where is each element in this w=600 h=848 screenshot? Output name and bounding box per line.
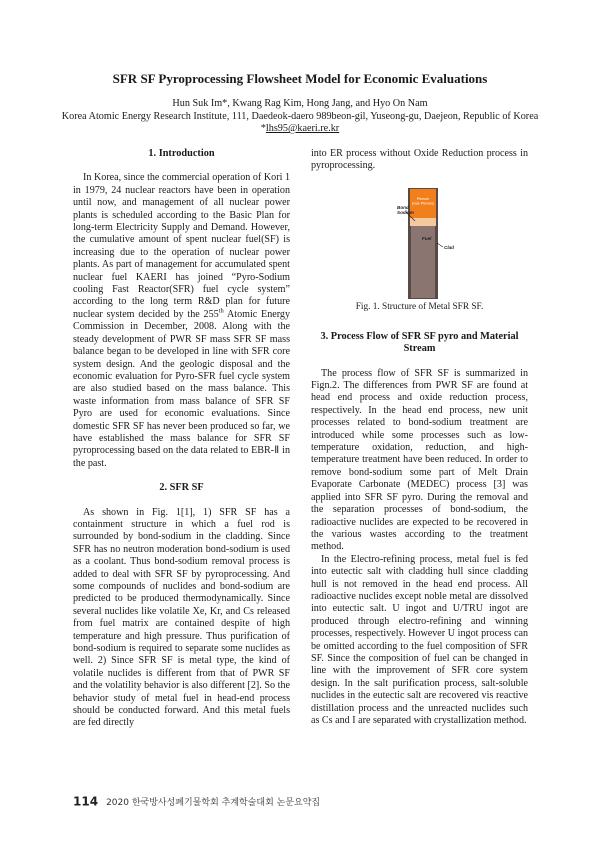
page-footer [73, 791, 553, 810]
paper-authors: Hun Suk Im*, Kwang Rag Kim, Hong Jang, and Hyo On Nam [172, 98, 428, 109]
bond-label: Bond Sodium [397, 204, 414, 215]
email-asterisk: * [260, 123, 266, 134]
intro-paragraph: In Korea, since the commercial operation of Kori 1 in 1979, 24 nuclear reactors have been in operation until now, and management of all nuclear power plants is scheduled according to the Basic Plan for long-term Electricity Supply and Demand. However, the cumulative amount of spent nuclear fuel(SF) is increasing due to the operation of nuclear power plants. As part of management for accumulated spent nuclear fuel KAERI has joined “Pyro-Sodium cooling Fast Reactor(SFR) fuel cycle system” according to the long term R&D plan for future nuclear system decided by the 255th Atomic Energy Commission in December, 2008. Along with the steady development of PWR SF mass SFR SF mass balance began to be developed in line with SFR core system design. And the geologic disposal and the economic evaluation for Pyro-SFR fuel cycle system are also studied based on the mass balance. This waste information from mass balance of SFR SF Pyro are used for economic evaluations. Since domestic SFR SF has never been produced so far, we have established the mass balance for SFR SF pyroprocessing based on the data related to EBR-Ⅱ in the past. [73, 172, 291, 469]
right-column [311, 148, 528, 727]
bond-sodium-shape [410, 218, 436, 226]
clad-label: Clad [444, 244, 454, 250]
sfr-paragraph-continued: into ER process without Oxide Reduction process in pyroprocessing. [311, 148, 528, 172]
sfr-heading: 2. SFR SF [159, 482, 204, 494]
plenum-label: Plenum (Gas Plenum) [411, 196, 435, 206]
conference-name: 2020 한국방사성폐기물학회 추계학술대회 논문요약집 [106, 798, 321, 808]
intro-heading: 1. Introduction [148, 148, 215, 159]
fuel-label: Fuel [422, 235, 432, 241]
figure-caption: Fig. 1. Structure of Metal SFR SF. [355, 301, 484, 312]
page-number: 114 [73, 794, 99, 809]
process-paragraph-2: In the Electro-refining process, metal fuel is fed into eutectic salt with cladding hull since cladding hull is not removed in the head end process. All radioactive nuclides except noble metal are dissolved into eutectic salt. U ingot and U/TRU ingot are produced through electro-refining and winning processes, respectively. However U ingot process can be omitted according to the fuel composition of SFR SF. Since the composition of fuel can be changed in line with the improvement of SFR core system design. In the salt purification process, salt-soluble nuclides in the eutectic salt are recovered vis reactive distillation process and the unreacted nuclides such as Cs and I are separated with crystallization method. [311, 553, 528, 726]
paper-title: SFR SF Pyroprocessing Flowsheet Model for Economic Evaluations [112, 71, 488, 86]
figure-metal-sfr-sf [311, 188, 528, 301]
sfr-paragraph: As shown in Fig. 1[1], 1) SFR SF has a containment structure in which a fuel rod is surrounded by bond-sodium in the cladding. Since SFR has no neutron moderation bond-sodium is used as a coolant. Thus bond-sodium removal process is added to deal with SFR SF by pyroprocessing. And some compounds of nuclides and bond-sodium are predicted to be produced thermodynamically. Since several nuclides like volatile Xe, Kr, and Cs released from fuel matrix are contained despite of high temperature and high pressure. Thus purification of bond-sodium is required to separate some nuclides as well. 2) Since SFR SF is metal type, the kind of volatile nuclides is different from that of PWR SF and the volatility behavior is also different [2]. So the behavior study of metal fuel in head-end process should be conducted forward. And this metal fuels are fed directly [73, 506, 290, 729]
process-heading: 3. Process Flow of SFR SF pyro and Material Stream [320, 330, 519, 355]
left-column [73, 148, 290, 730]
process-paragraph-1: The process flow of SFR SF is summarized in Fign.2. The differences from PWR SF are found at head end process and oxide reduction process, respectively. In the head end process, new unit processes related to bond-sodium treatment are introduced while some processes such as low-temperature oxidation, reduction, and high-temperature treatment have been reduced. In order to remove bond-sodium some part of Melt Drain Evaporate Carbonate (MEDEC) process [3] was applied into SFR SF pyro. During the removal and the separation processes of bond-sodium, the radioactive nuclides are expected to be recovered in the various wastes according to the treatment method. [311, 367, 528, 553]
paper-affiliation: Korea Atomic Energy Research Institute, 111, Daedeok-daero 989beon-gil, Yuseong-gu, Daejeon, Republic of Korea [61, 111, 539, 122]
paper-email-line [0, 123, 600, 134]
fuel-rod-diagram [311, 188, 528, 301]
email-link[interactable]: lhs95@kaeri.re.kr [265, 123, 340, 134]
